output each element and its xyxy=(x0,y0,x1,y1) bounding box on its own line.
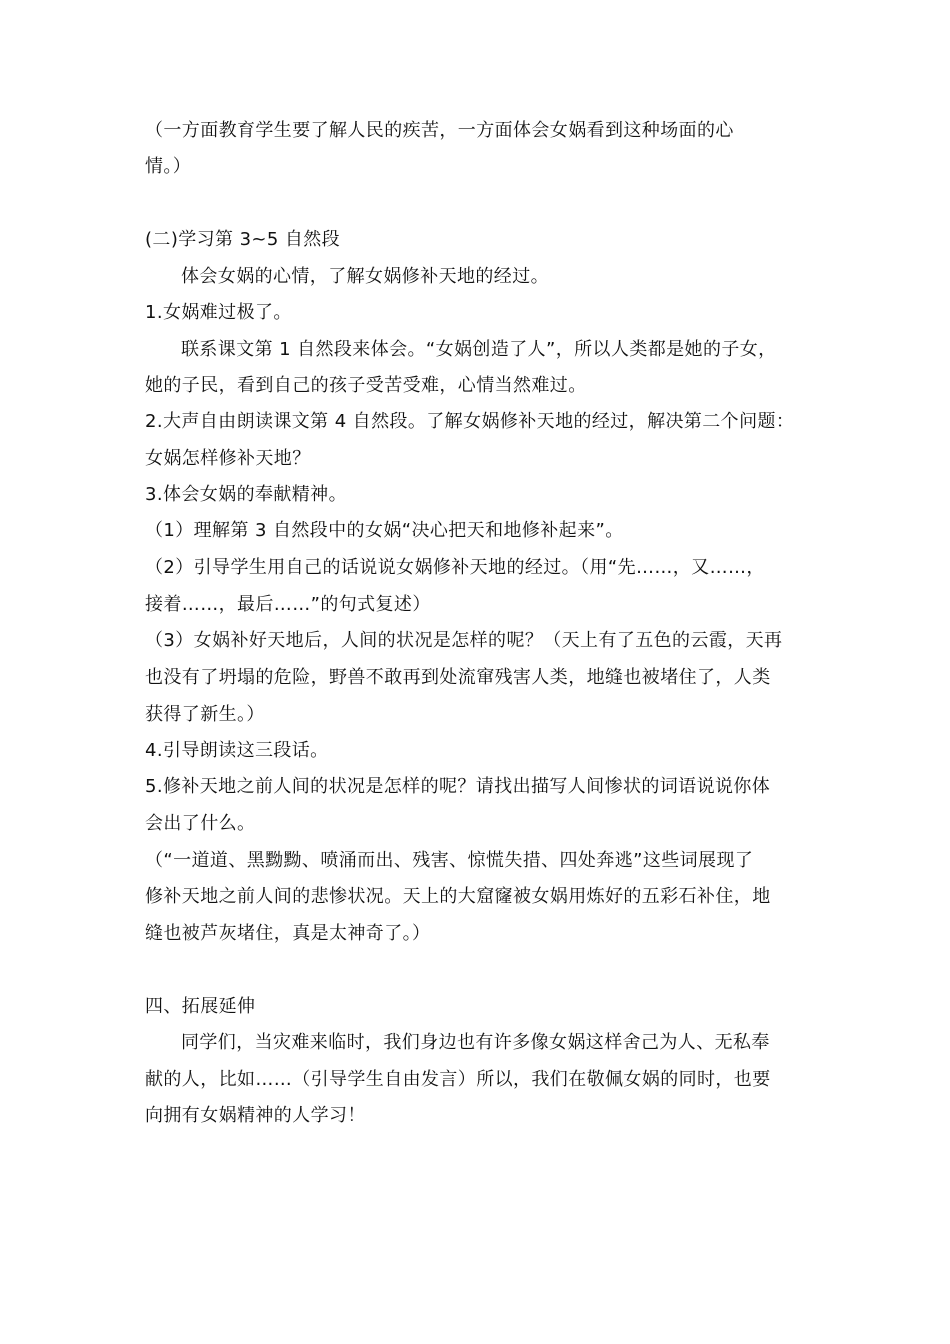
text-line: 联系课文第 1 自然段来体会。“女娲创造了人”，所以人类都是她的子女， xyxy=(181,339,777,360)
list-item: 1.女娲难过极了。 xyxy=(145,302,292,323)
sub-item: （3）女娲补好天地后，人间的状况是怎样的呢？（天上有了五色的云霞，天再 xyxy=(145,630,783,651)
text-line: 缝也被芦灰堵住，真是太神奇了。） xyxy=(145,923,431,944)
section-heading: (二)学习第 3~5 自然段 xyxy=(145,229,341,250)
text-line: 体会女娲的心情，了解女娲修补天地的经过。 xyxy=(181,266,549,287)
text-line: （“一道道、黑黝黝、喷涌而出、残害、惊慌失措、四处奔逃”这些词展现了 xyxy=(145,850,754,871)
sub-item: （1）理解第 3 自然段中的女娲“决心把天和地修补起来”。 xyxy=(145,520,624,541)
list-item: 2.大声自由朗读课文第 4 自然段。了解女娲修补天地的经过，解决第二个问题： xyxy=(145,411,795,432)
text-line: 情。） xyxy=(145,156,192,177)
text-line: 修补天地之前人间的悲惨状况。天上的大窟窿被女娲用炼好的五彩石补住，地 xyxy=(145,886,771,907)
text-line: 会出了什么。 xyxy=(145,813,256,834)
sub-item: （2）引导学生用自己的话说说女娲修补天地的经过。（用“先……，又……， xyxy=(145,557,765,578)
list-item: 5.修补天地之前人间的状况是怎样的呢？请找出描写人间惨状的词语说说你体 xyxy=(145,776,771,797)
text-line: 向拥有女娲精神的人学习！ xyxy=(145,1105,366,1126)
section-heading: 四、拓展延伸 xyxy=(145,996,256,1017)
text-line: 也没有了坍塌的危险，野兽不敢再到处流窜残害人类，地缝也被堵住了，人类 xyxy=(145,667,771,688)
text-line: 同学们，当灾难来临时，我们身边也有许多像女娲这样舍己为人、无私奉 xyxy=(181,1032,770,1053)
text-line: 获得了新生。） xyxy=(145,704,265,725)
text-line: （一方面教育学生要了解人民的疾苦，一方面体会女娲看到这种场面的心 xyxy=(145,120,734,141)
text-line: 接着……，最后……”的句式复述） xyxy=(145,594,431,615)
text-line: 女娲怎样修补天地？ xyxy=(145,448,311,469)
list-item: 3.体会女娲的奉献精神。 xyxy=(145,484,347,505)
text-line: 她的子民，看到自己的孩子受苦受难，心情当然难过。 xyxy=(145,375,587,396)
list-item: 4.引导朗读这三段话。 xyxy=(145,740,329,761)
text-line: 献的人，比如……（引导学生自由发言）所以，我们在敬佩女娲的同时，也要 xyxy=(145,1069,771,1090)
